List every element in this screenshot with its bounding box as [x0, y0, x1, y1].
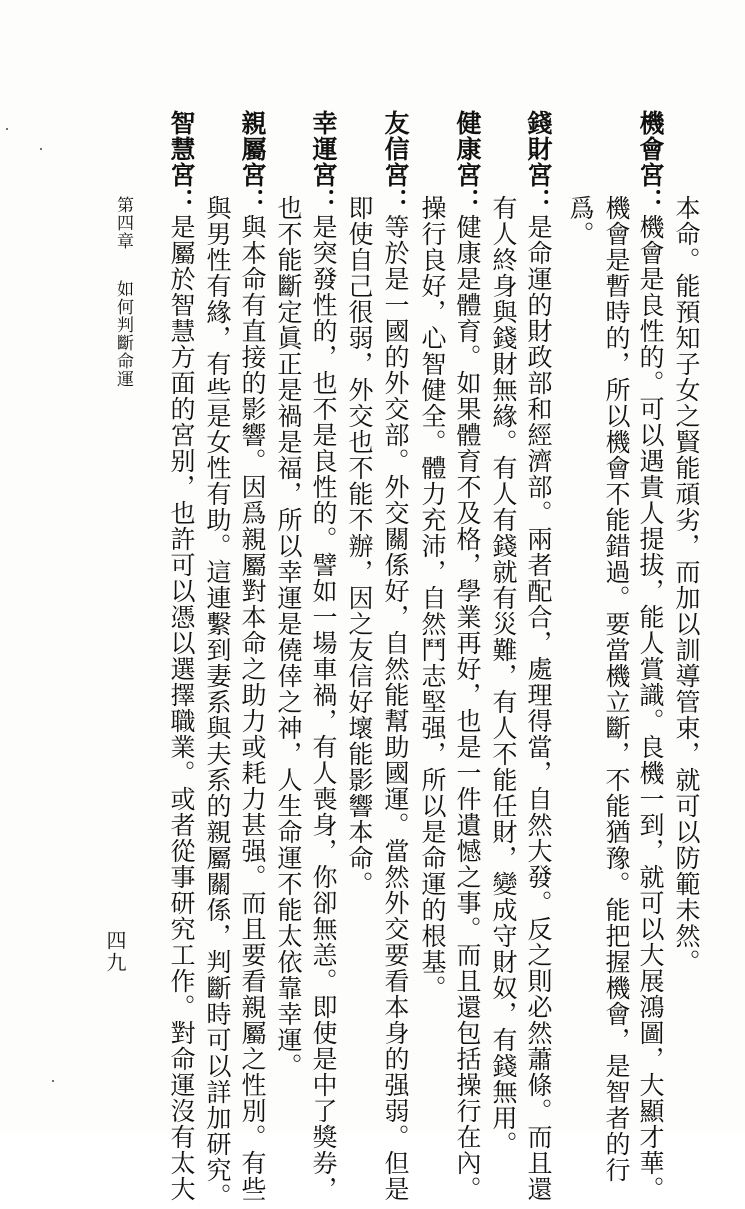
column-text: 與本命有直接的影響。因爲親屬對本命之助力或耗力甚强。而且要看親屬之性別。有些 [238, 214, 267, 1202]
column-text: 是突發性的，也不是良性的。譬如一場車禍，有人喪身，你卻無恙。即使是中了獎券， [309, 214, 338, 1202]
scan-speck [6, 128, 8, 130]
text-column-15 [169, 110, 194, 1202]
text-column-8 [420, 195, 445, 1001]
section-heading-opportunity: 機會宮： [636, 110, 665, 214]
column-text: 與男性有緣，有些是女性有助。這連繫到妻系與夫系的親屬關係，判斷時可以詳加研究。 [203, 195, 232, 1209]
column-text: 等於是一國的外交部。外交關係好，自然能幫助國運。當然外交要看本身的强弱。但是 [381, 214, 410, 1202]
column-text: 也不能斷定眞正是禍是福，所以幸運是僥倖之神，人生命運不能太依靠幸運。 [274, 195, 303, 1079]
section-heading-fortune: 幸運宮： [309, 110, 338, 214]
text-column-14 [205, 195, 230, 1209]
column-text: 機會是暫時的，所以機會不能錯過。要當機立斷，不能猶豫。能把握機會，是智者的行 [602, 195, 631, 1183]
column-text: 本命。能預知子女之賢能頑劣，而加以訓導管束，就可以防範未然。 [672, 195, 701, 975]
scan-speck [40, 148, 42, 150]
text-column-10 [347, 195, 372, 897]
text-column-11 [311, 110, 336, 1202]
section-heading-wisdom: 智慧宮： [167, 110, 196, 214]
column-text: 機會是良性的。可以遇貴人提拔，能人賞識。良機一到，就可以大展鴻圖，大顯才華。 [636, 214, 665, 1202]
text-column-3 [604, 195, 629, 1183]
text-column-6 [491, 195, 516, 1157]
text-column-9 [383, 110, 408, 1202]
text-column-12 [276, 195, 301, 1079]
section-heading-wealth: 錢財宮： [524, 110, 553, 214]
text-column-1 [674, 195, 699, 975]
text-column-5 [526, 110, 551, 1202]
text-column-2 [638, 110, 663, 1202]
section-heading-health: 健康宮： [453, 110, 482, 214]
column-text: 是命運的財政部和經濟部。兩者配合，處理得當，自然大發。反之則必然蕭條。而且還 [524, 214, 553, 1202]
text-column-13 [240, 110, 265, 1202]
column-text: 爲。 [566, 195, 595, 247]
section-heading-relatives: 親屬宮： [238, 110, 267, 214]
chapter-number: 第四章 [113, 196, 133, 250]
section-heading-friends: 友信宮： [381, 110, 410, 214]
text-column-7 [455, 110, 480, 1202]
column-text: 是屬於智慧方面的宮别，也許可以憑以選擇職業。或者從事研究工作。對命運沒有太大 [167, 214, 196, 1202]
text-column-4 [568, 195, 593, 247]
column-text: 健康是體育。如果體育不及格，學業再好，也是一件遺憾之事。而且還包括操行在內。 [453, 214, 482, 1202]
page-number: 四九 [103, 930, 127, 974]
column-text: 操行良好，心智健全。體力充沛，自然鬥志堅强，所以是命運的根基。 [418, 195, 447, 1001]
chapter-title: 如何判斷命運 [113, 280, 133, 388]
running-head [114, 196, 131, 388]
column-text: 有人終身與錢財無緣。有人有錢就有災難，有人不能任財，變成守財奴，有錢無用。 [489, 195, 518, 1157]
column-text: 即使自己很弱，外交也不能不辦，因之友信好壞能影響本命。 [345, 195, 374, 897]
scan-speck [52, 1080, 54, 1082]
